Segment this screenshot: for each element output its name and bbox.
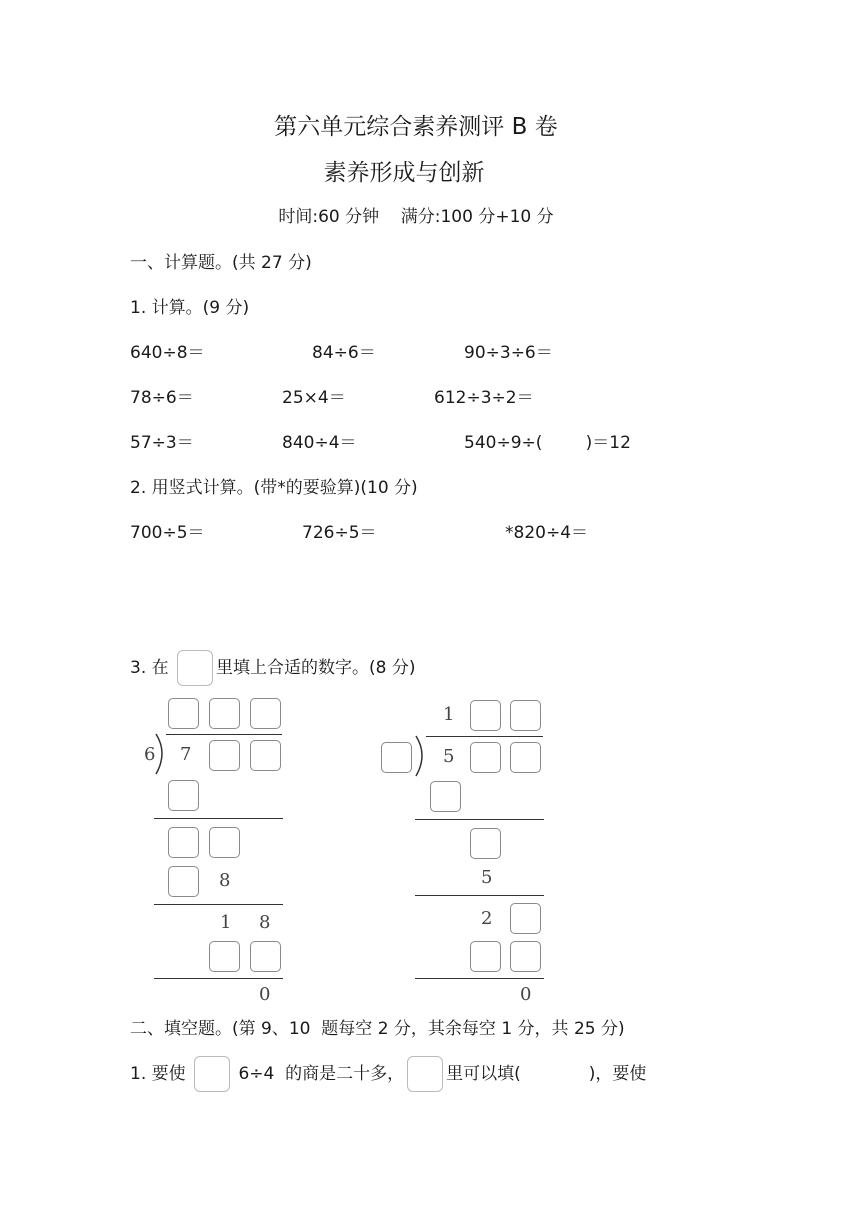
- s2q1-tail: )，要使: [588, 1064, 647, 1084]
- s2q1-mid: 6÷4 的商是二十多，: [238, 1064, 405, 1084]
- quotient-box[interactable]: [209, 698, 240, 729]
- exam-meta: 时间:60 分钟 满分:100 分+10 分: [278, 207, 554, 227]
- answer-box-icon: [177, 650, 213, 686]
- dividend-box[interactable]: [510, 742, 541, 773]
- remainder-digit: 2: [481, 908, 493, 929]
- product-box[interactable]: [430, 781, 461, 812]
- page-subtitle: 素养形成与创新: [323, 160, 485, 186]
- q1-cell: 90÷3÷6＝: [464, 343, 553, 363]
- divisor-box[interactable]: [381, 742, 412, 773]
- q1-cell: 540÷9÷( )＝12: [464, 433, 631, 453]
- subtraction-line: [154, 978, 283, 979]
- quotient-box[interactable]: [168, 698, 199, 729]
- product-box[interactable]: [209, 941, 240, 972]
- divisor: 6: [144, 744, 156, 765]
- q2-item: 700÷5＝: [130, 523, 205, 543]
- q1-cell: 84÷6＝: [312, 343, 376, 363]
- q1-cell: 57÷3＝: [130, 433, 194, 453]
- q1-cell: 78÷6＝: [130, 388, 194, 408]
- remainder-box[interactable]: [510, 903, 541, 934]
- product-box[interactable]: [510, 941, 541, 972]
- q1-cell: 640÷8＝: [130, 343, 205, 363]
- q2-item: 726÷5＝: [302, 523, 377, 543]
- product-box[interactable]: [168, 866, 199, 897]
- subtraction-line: [154, 818, 283, 819]
- division-bar: [166, 734, 282, 735]
- dividend-box[interactable]: [470, 742, 501, 773]
- q3-label-post: 里填上合适的数字。(8 分): [216, 658, 416, 678]
- final-remainder: 0: [259, 984, 271, 1005]
- difference-box[interactable]: [470, 828, 501, 859]
- q2-item: *820÷4＝: [505, 523, 589, 543]
- s2q1-post: 里可以填(: [446, 1064, 521, 1084]
- division-bar: [426, 736, 543, 737]
- division-bracket-icon: [412, 735, 432, 777]
- answer-box-icon[interactable]: [194, 1056, 230, 1092]
- dividend-digit: 7: [180, 744, 192, 765]
- s2q1-pre: 1. 要使: [130, 1064, 186, 1084]
- dividend-digit: 5: [443, 746, 455, 767]
- section2-heading: 二、填空题。(第 9、10 题每空 2 分，其余每空 1 分，共 25 分): [130, 1019, 625, 1039]
- dividend-box[interactable]: [209, 740, 240, 771]
- q2-label: 2. 用竖式计算。(带*的要验算)(10 分): [130, 478, 418, 498]
- product-digit: 5: [481, 867, 493, 888]
- dividend-box[interactable]: [250, 740, 281, 771]
- product-box[interactable]: [470, 941, 501, 972]
- answer-box-icon[interactable]: [407, 1056, 443, 1092]
- page-title: 第六单元综合素养测评 B 卷: [274, 114, 558, 140]
- q1-cell: 840÷4＝: [282, 433, 357, 453]
- q3-label-pre: 3. 在: [130, 658, 169, 678]
- remainder-digit: 1: [220, 912, 232, 933]
- quotient-box[interactable]: [470, 700, 501, 731]
- subtraction-line: [415, 819, 544, 820]
- q1-cell: 612÷3÷2＝: [434, 388, 534, 408]
- difference-box[interactable]: [209, 827, 240, 858]
- quotient-box[interactable]: [250, 698, 281, 729]
- difference-box[interactable]: [168, 827, 199, 858]
- subtraction-line: [415, 895, 544, 896]
- q1-label: 1. 计算。(9 分): [130, 298, 250, 318]
- final-remainder: 0: [520, 984, 532, 1005]
- product-box[interactable]: [250, 941, 281, 972]
- section2-q1: [130, 1055, 646, 1093]
- product-box[interactable]: [168, 780, 199, 811]
- product-digit: 8: [219, 870, 231, 891]
- q1-cell: 25×4＝: [282, 388, 346, 408]
- q3-label: [130, 649, 416, 687]
- subtraction-line: [415, 978, 544, 979]
- subtraction-line: [154, 904, 283, 905]
- remainder-digit: 8: [259, 912, 271, 933]
- quotient-box[interactable]: [510, 700, 541, 731]
- section1-heading: 一、计算题。(共 27 分): [130, 253, 312, 273]
- quotient-digit: 1: [443, 704, 455, 725]
